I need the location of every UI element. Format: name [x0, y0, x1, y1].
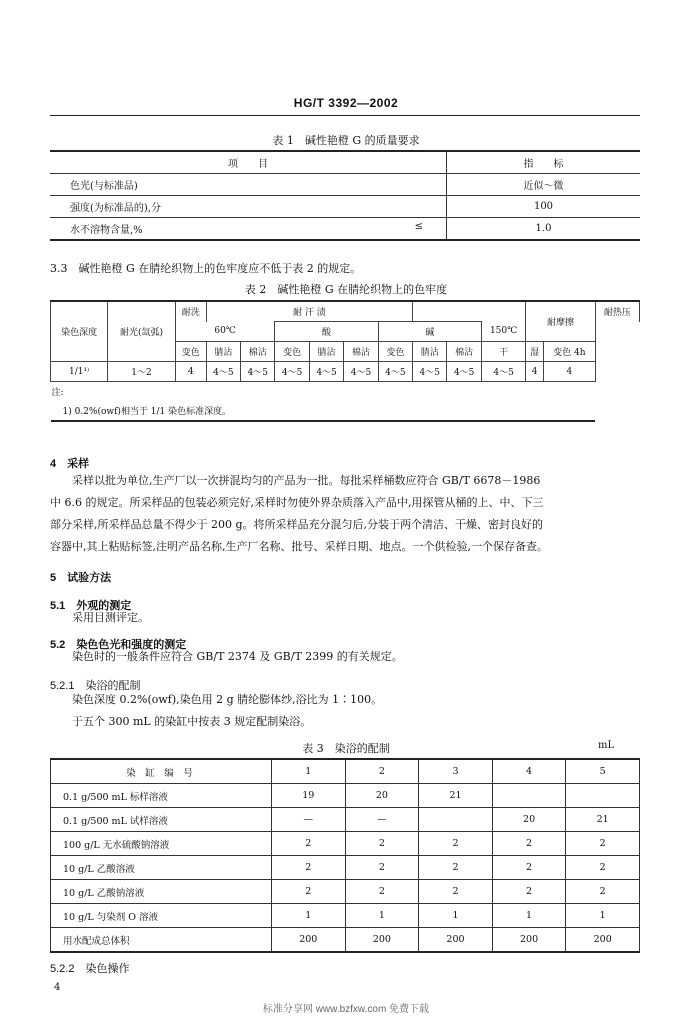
table2-caption: 表 2 碱性艳橙 G 在腈纶织物上的色牢度: [244, 283, 448, 296]
table1: [50, 150, 640, 241]
table-row: 10 g/L 匀染剂 O 溶液 1 1 1 1 1: [51, 904, 640, 928]
section-4-title: 4 采样: [50, 458, 90, 470]
section-4-body: 采样以批为单位,生产厂以一次拼混均匀的产品为一批。每批采样桶数应符合 GB/T 6678－1986 中 6.6 的规定。所采样品的包装必须完好,采样时勿使外界杂质落入产品中,用探管从桶的上、中、下三 部分采样,所采样品总量不得少于 200 g。将所采样品充分混匀后,分装于两个清洁、干燥、密封良好的 容器中,其上粘贴标签,注明产品名称,生产厂名称、批号、采样日期、地点。一个供检验,一个保存备查。: [50, 474, 548, 553]
page-number: 4: [54, 982, 61, 993]
section-5-2-1-body-2: 于五个 300 mL 的染缸中按表 3 规定配制染浴。: [72, 715, 312, 728]
section-5-2-title: 5.2 染色色光和强度的测定: [50, 639, 187, 651]
clause-3-3: 3.3 碱性艳橙 G 在腈纶织物上的色牢度应不低于表 2 的规定。: [50, 262, 362, 275]
header-rule: [50, 115, 640, 116]
table3-unit: mL: [598, 740, 615, 751]
table-row: 10 g/L 乙酸钠溶液 2 2 2 2 2: [51, 880, 640, 904]
watermark: 标准分享网 www.bzfxw.com 免费下载: [262, 1004, 430, 1015]
table1-head-spec: 指 标: [447, 151, 641, 174]
table3-caption: 表 3 染浴的配制: [302, 742, 390, 755]
table1-caption: 表 1 碱性艳橙 G 的质量要求: [272, 134, 420, 147]
section-5-1-body: 采用目测评定。: [72, 611, 149, 624]
table-row: 强度(为标准品的),分 100: [50, 196, 640, 218]
table1-head-item: 项 目: [50, 151, 447, 174]
table3: 染 缸 编 号 1 2 3 4 5 0.1 g/500 mL 标样溶液 19 20 21 0.1 g/500 mL 试样溶液 — — 20 21 100 g/L 无水硫酸钠溶液 2 2 2 2 2 10 g/L 乙酸溶液 2 2 2 2 2 10 g/L 乙酸钠溶液 2 2 2 2 2 10 g/L 匀染剂 O 溶液 1 1 1 1 1 用水配成总体积 200 200 200 200 200: [50, 758, 640, 953]
section-5-2-2-title: 5.2.2 染色操作: [50, 963, 130, 975]
table2-note: 1) 0.2%(owf)相当于 1/1 染色标准深度。: [51, 401, 596, 421]
table-row: 色光(与标准品) 近似～微: [50, 174, 640, 196]
standard-number: HG/T 3392—2002: [293, 96, 399, 110]
table-row: 1/1¹⁾ 1～2 4 4～5 4～5 4～5 4～5 4～5 4～5 4～5 4～5 4～5 4 4: [51, 362, 640, 382]
table-row: 100 g/L 无水硫酸钠溶液 2 2 2 2 2: [51, 832, 640, 856]
section-5-2-1-title: 5.2.1 染浴的配制: [50, 680, 141, 692]
table-row: 10 g/L 乙酸溶液 2 2 2 2 2: [51, 856, 640, 880]
table-row: 0.1 g/500 mL 标样溶液 19 20 21: [51, 784, 640, 808]
section-5-1-title: 5.1 外观的测定: [50, 600, 132, 612]
section-5-2-body: 染色时的一般条件应符合 GB/T 2374 及 GB/T 2399 的有关规定。: [72, 650, 403, 663]
table2-note-label: 注:: [51, 382, 596, 402]
table2: 染色深度 耐光(氙弧) 耐洗 耐 汗 渍 耐摩擦 耐热压 60℃ 酸 碱 150℃ 变色 腈沾 棉沾 变色 腈沾 棉沾 变色 腈沾 棉沾 干 湿 变色 4h 1/1¹⁾ 1～2 4 4～5 4～5 4～5 4～5 4～5 4～5 4～5 4～5 4～5 4 4 注: 1) 0.2%(owf)相当于 1/1 染色标准深度。: [50, 300, 640, 422]
table-row: 用水配成总体积 200 200 200 200 200: [51, 928, 640, 953]
section-5-2-1-body-1: 染色深度 0.2%(owf),染色用 2 g 腈纶膨体纱,浴比为 1∶100。: [72, 693, 383, 706]
table-row: 0.1 g/500 mL 试样溶液 — — 20 21: [51, 808, 640, 832]
table-row: 水不溶物含量,% ≤ 1.0: [50, 218, 640, 241]
section-5-title: 5 试验方法: [50, 572, 112, 584]
